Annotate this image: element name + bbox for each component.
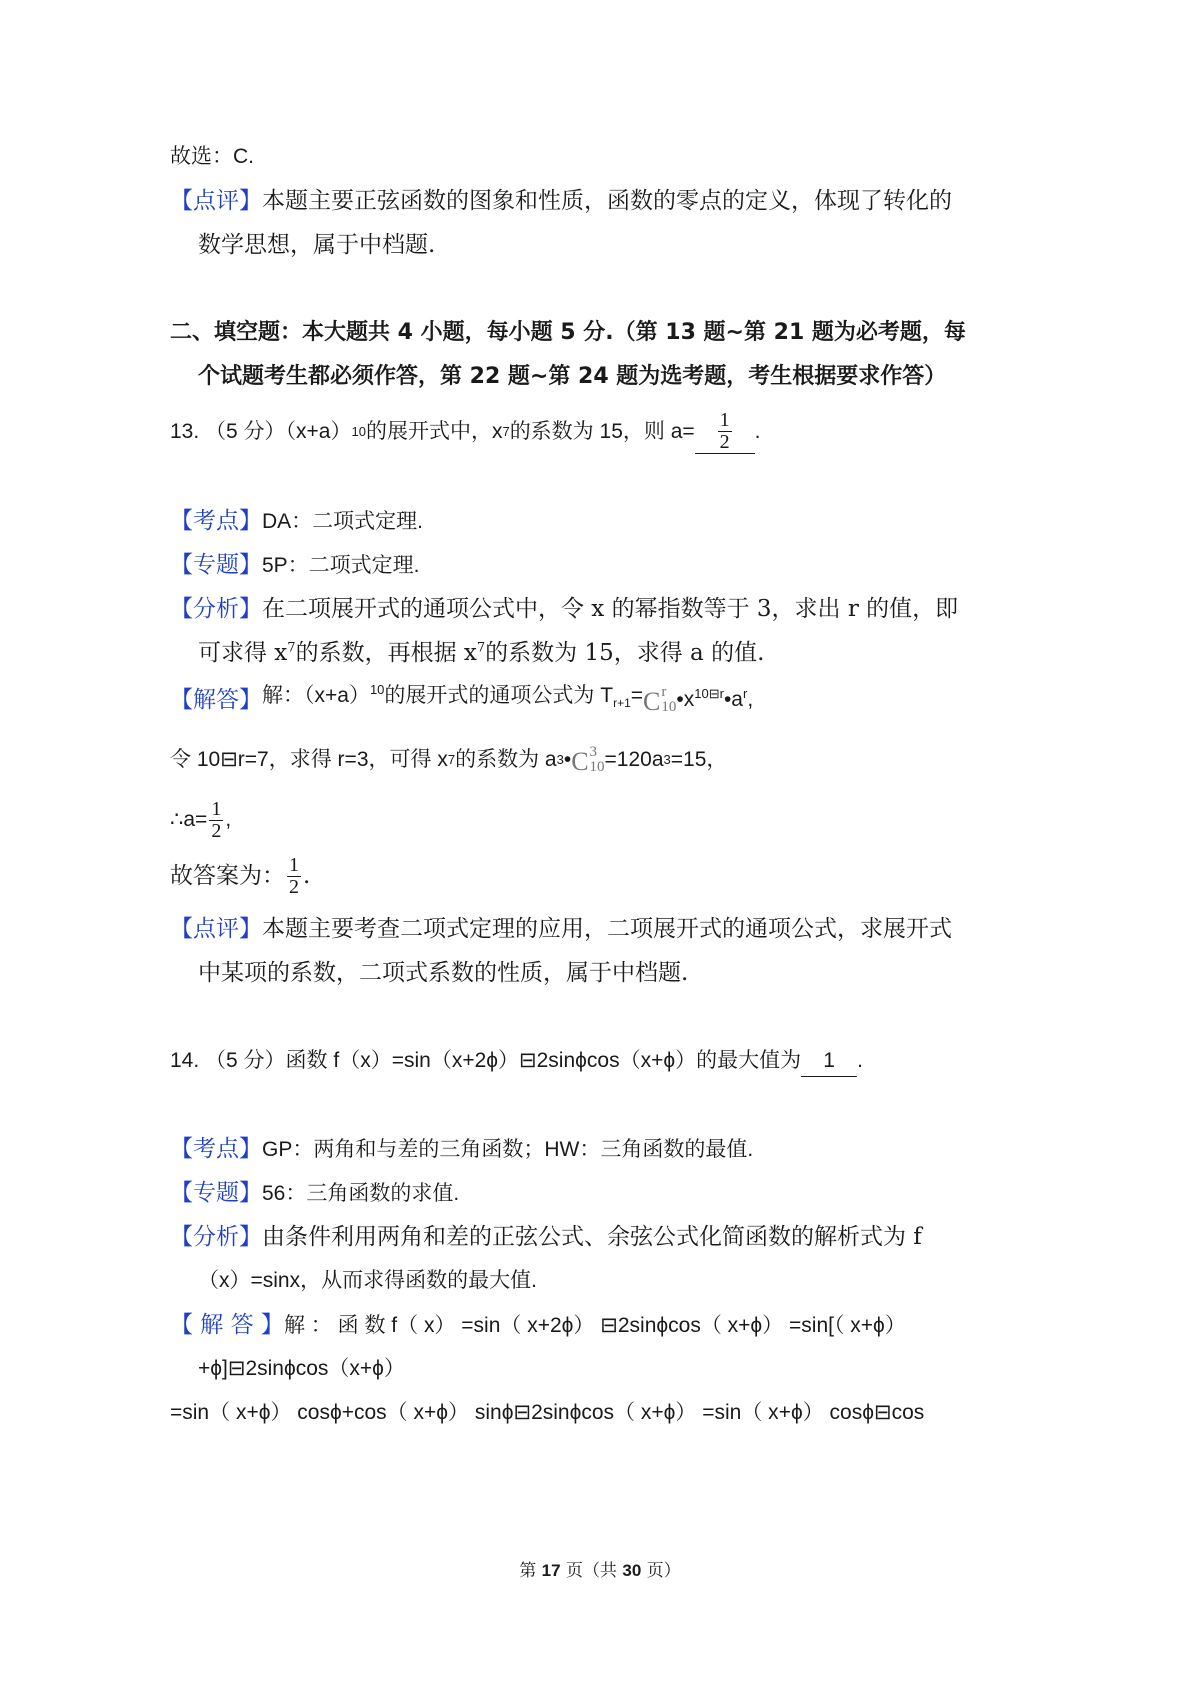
comment-12-cont: 数学思想，属于中档题. [198, 232, 436, 258]
answer-blank: 1 [801, 1046, 857, 1077]
fenxi-13-cont: 可求得 $x^7$的系数，再根据 $x^7$的系数为 15，求得 a 的值. [198, 640, 765, 666]
fraction: $\frac{1}{2}$ [211, 797, 222, 842]
page-footer: 第 17 页（共 30 页） [519, 1561, 681, 1581]
comment-12: 【点评】本题主要正弦函数的图象和性质，函数的零点的定义，体现了转化的 [170, 188, 952, 214]
jieda-13-step3: ∴a= $\frac{1}{2}$ , [170, 797, 232, 842]
jieda-14: 【 解 答 】解 ： 函 数 f（ x） =sin（ x+2ϕ） ⊟2sinϕcos（ x+ϕ） =sin[（ x+ϕ） [170, 1312, 906, 1338]
kaodian-13: 【考点】DA：二项式定理. [170, 508, 424, 534]
combination-symbol: C r 10 [643, 684, 677, 716]
answer-blank [695, 410, 755, 454]
zhuanti-14: 【专题】56：三角函数的求值. [170, 1180, 460, 1206]
fenxi-14-cont: （x）=sinx，从而求得函数的最大值. [198, 1269, 537, 1292]
line-conclusion: 故选：C. [170, 145, 254, 168]
dianping-13-cont: 中某项的系数，二项式系数的性质，属于中档题. [198, 960, 689, 986]
jieda-13: 【解答】 解：$(x+a)^{10}$的展开式的通项公式为 $T_{r+1}=$ C r 10 $•x^{10⊟r}•a^r$, [170, 682, 754, 716]
fraction: $\frac{1}{2}$ [289, 853, 299, 898]
answer-fraction: $\frac{1}{2}$ [719, 409, 730, 453]
kaodian-14: 【考点】GP：两角和与差的三角函数；HW：三角函数的最值. [170, 1136, 754, 1162]
section-tag: 【点评】 [170, 188, 262, 214]
dianping-13: 【点评】本题主要考查二项式定理的应用，二项展开式的通项公式，求展开式 [170, 916, 952, 942]
section-heading-cont: 个试题考生都必须作答，第 22 题~第 24 题为选考题，考生根据要求作答） [198, 364, 947, 389]
zhuanti-13: 【专题】5P：二项式定理. [170, 552, 420, 578]
question-14: 14. （5 分）函数 f（x）=sin（x+2ϕ）⊟2sinϕcos（x+ϕ）的最大值为 1 . [170, 1046, 863, 1077]
jieda-14-cont: +ϕ]⊟2sinϕcos（x+ϕ） [198, 1357, 405, 1380]
combination-symbol: C 3 10 [571, 744, 605, 776]
section-heading: 二、填空题：本大题共 4 小题，每小题 5 分.（第 13 题~第 21 题为必考题，每 [170, 320, 966, 345]
jieda-14-step2: =sin（ x+ϕ） cosϕ+cos（ x+ϕ） sinϕ⊟2sinϕcos（ x+ϕ） =sin（ x+ϕ） cosϕ⊟cos [170, 1401, 925, 1424]
question-13: 13. （5 分）（x+a） 10 的展开式中，x 7 的系数为 15，则 a= $\frac{1}{2}$ . [170, 409, 761, 453]
jieda-13-answer: 故答案为： $\frac{1}{2}$ . [170, 853, 311, 898]
fenxi-14: 【分析】由条件利用两角和差的正弦公式、余弦公式化简函数的解析式为 f [170, 1224, 922, 1250]
jieda-13-step2: 令 10⊟r=7，求得 r=3，可得 x 7 的系数为 a 3 • C 3 10 =120a 3 =15， [170, 744, 728, 776]
fenxi-13: 【分析】在二项展开式的通项公式中，令 x 的幂指数等于 3，求出 r 的值，即 [170, 596, 959, 622]
